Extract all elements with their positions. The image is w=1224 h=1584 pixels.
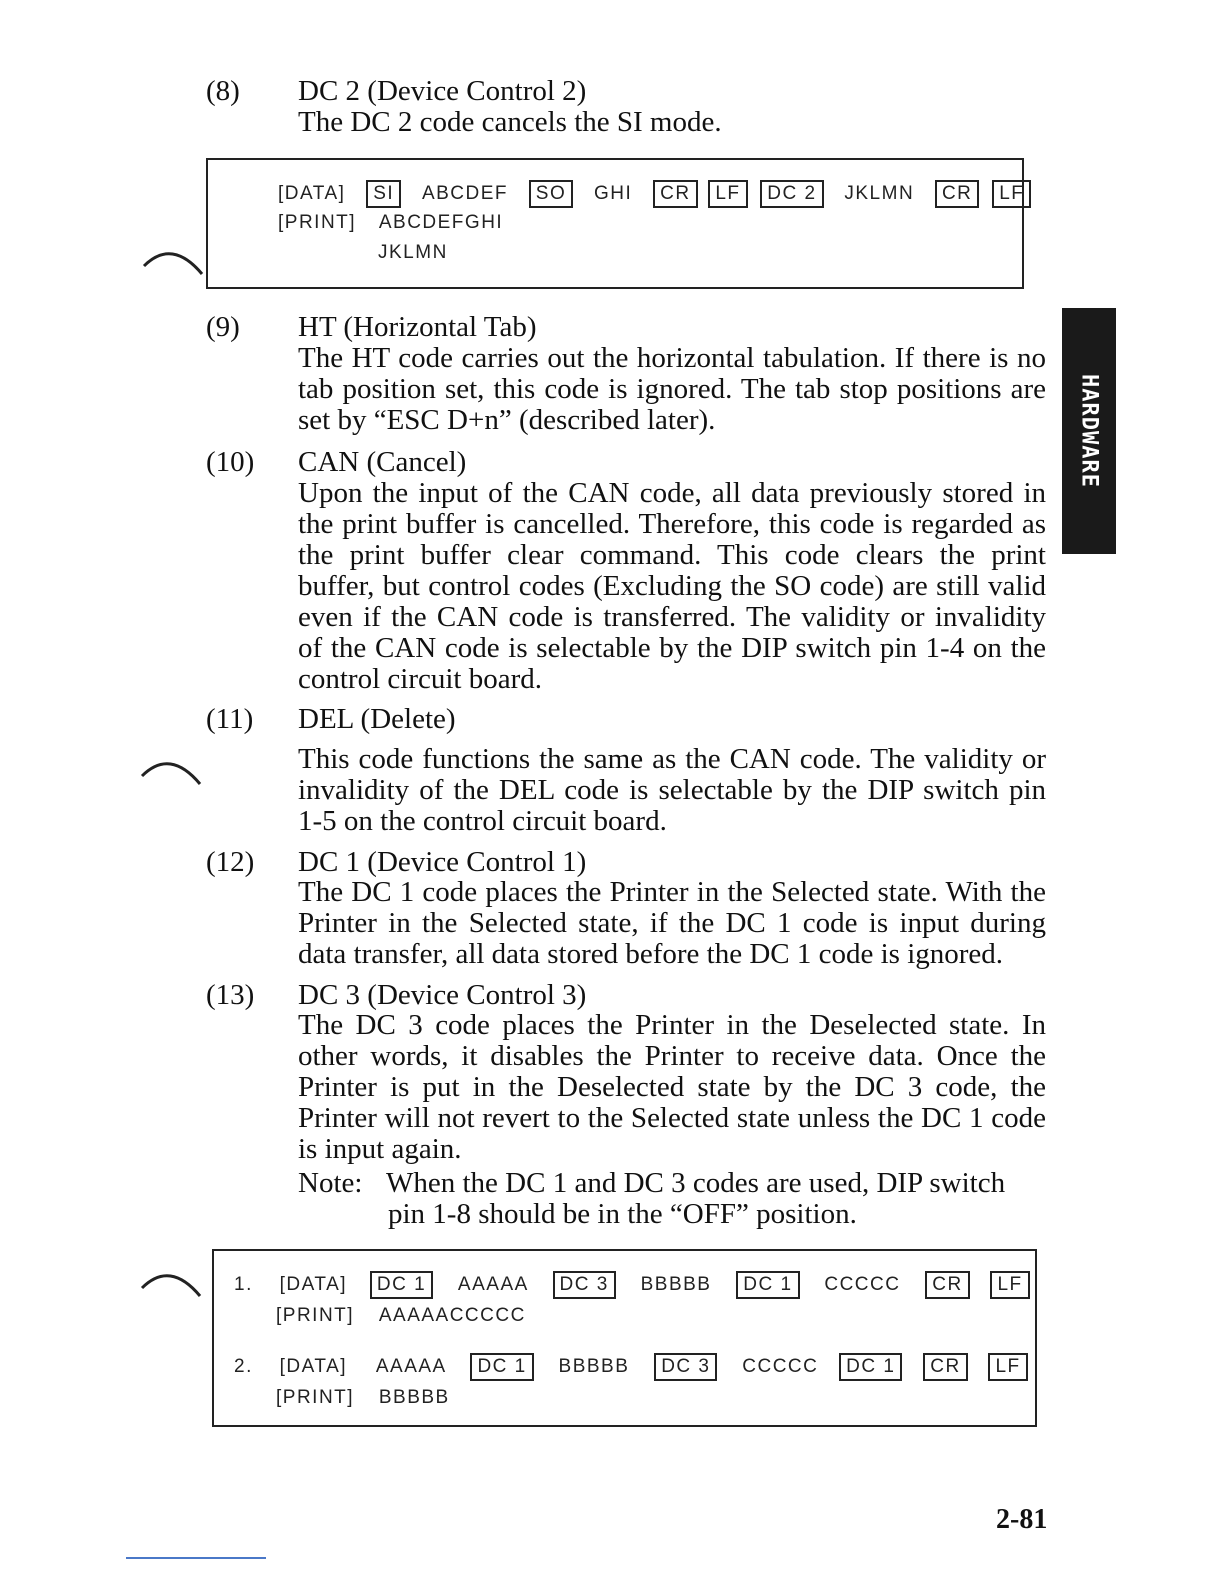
page-number: 2-81 [996,1504,1048,1535]
note-line-2: pin 1-8 should be in the “OFF” position. [388,1198,857,1230]
binder-mark-2 [140,754,204,788]
dc1-key: DC 1 [370,1271,433,1299]
print-output-1: ABCDEFGHI [378,212,504,233]
data-label: [DATA] [279,1274,348,1295]
section-13-paragraph: The DC 3 code places the Printer in the Deselected state. In other words, it disables the Printer to receive data. Once the Printer is put in the Deselected state by the DC 3 code, the Printer will not revert to the Selected state unless the DC 1 code is input again. [298,1009,1046,1165]
text-ccccc: CCCCC [824,1274,901,1295]
section-13-title: DC 3 (Device Control 3) [298,979,587,1011]
example-box-dc2 [206,158,1024,289]
section-13-number: (13) [206,979,255,1011]
binder-mark-1 [142,244,206,278]
binder-mark-3 [140,1266,204,1300]
section-8-title: DC 2 (Device Control 2) [298,75,587,107]
text-jklmn: JKLMN [844,183,915,204]
section-12-number: (12) [206,846,255,878]
section-11-body [298,744,1046,837]
section-10-body [298,478,1046,695]
example2-row1-print [276,1305,526,1327]
section-12-title: DC 1 (Device Control 1) [298,846,587,878]
lf-key-2: LF [992,180,1031,208]
data-label: [DATA] [279,1356,348,1377]
section-9-paragraph: The HT code carries out the horizontal tabulation. If there is no tab position set, this code is ignored. The tab stop positions are set by “ESC D+n” (described later). [298,342,1046,436]
note-label: Note: [298,1167,363,1199]
lf-key: LF [988,1353,1027,1381]
example-number-1: 1. [234,1274,253,1295]
cr-key-2: CR [935,180,979,208]
print-output-2: JKLMN [378,242,448,263]
footer-rule [126,1557,266,1559]
section-11-number: (11) [206,703,254,735]
section-13-body [298,1010,1046,1165]
section-12-body [298,877,1046,970]
dc2-key: DC 2 [760,180,823,208]
section-10-number: (10) [206,446,255,478]
section-9-number: (9) [206,311,240,343]
text-ghi: GHI [594,183,633,204]
example2-row1-data [234,1271,1030,1299]
section-11-title: DEL (Delete) [298,703,456,735]
example2-row2-data [234,1353,1028,1381]
lf-key: LF [708,180,747,208]
lf-key: LF [990,1271,1029,1299]
cr-key: CR [923,1353,967,1381]
text-aaaaa: AAAAA [375,1356,446,1377]
so-key: SO [529,180,573,208]
cr-key: CR [925,1271,969,1299]
print-label: [PRINT] [278,212,357,233]
example2-row2-print [276,1387,450,1409]
section-8-number: (8) [206,75,240,107]
dc3-key: DC 3 [553,1271,616,1299]
section-9-title: HT (Horizontal Tab) [298,311,537,343]
text-abcdef: ABCDEF [421,183,509,204]
section-10-title: CAN (Cancel) [298,446,467,478]
example1-print-row [278,212,503,234]
print-label: [PRINT] [276,1387,355,1408]
si-key: SI [366,180,401,208]
text-aaaaa: AAAAA [457,1274,528,1295]
example1-data-row [278,180,1031,208]
dc1-key-2: DC 1 [839,1353,902,1381]
hardware-side-tab [1062,308,1116,554]
cr-key: CR [653,180,697,208]
print-label: [PRINT] [276,1305,355,1326]
section-11-paragraph: This code functions the same as the CAN code. The validity or invalidity of the DEL code is selectable by the DIP switch pin 1-5 on the control circuit board. [298,743,1046,837]
text-ccccc: CCCCC [742,1356,819,1377]
section-12-paragraph: The DC 1 code places the Printer in the Selected state. With the Printer in the Selected state, if the DC 1 code is input during data transfer, all data stored before the DC 1 code is ignored. [298,876,1046,970]
text-bbbbb: BBBBB [640,1274,712,1295]
note-line-1: When the DC 1 and DC 3 codes are used, DIP switch [386,1167,1006,1199]
print-output: BBBBB [378,1387,450,1408]
text-bbbbb: BBBBB [558,1356,630,1377]
dc3-key: DC 3 [654,1353,717,1381]
dc1-key-2: DC 1 [736,1271,799,1299]
print-output: AAAAACCCCC [378,1305,526,1326]
section-8-body: The DC 2 code cancels the SI mode. [298,106,722,138]
section-9-body [298,343,1046,436]
hardware-tab-label: HARDWARE [1076,374,1102,488]
data-label: [DATA] [278,183,346,204]
example-number-2: 2. [234,1356,253,1377]
dc1-key: DC 1 [470,1353,533,1381]
section-10-paragraph: Upon the input of the CAN code, all data previously stored in the print buffer is cancelled. Therefore, this code is regarded as the print buffer clear command. This code clears the print buffer, but control codes (Excluding the SO code) are still valid even if the CAN code is transferred. The validity or invalidity of the CAN code is selectable by the DIP switch pin 1-4 on the control circuit board. [298,477,1046,695]
example-box-dc1-dc3 [212,1249,1037,1427]
